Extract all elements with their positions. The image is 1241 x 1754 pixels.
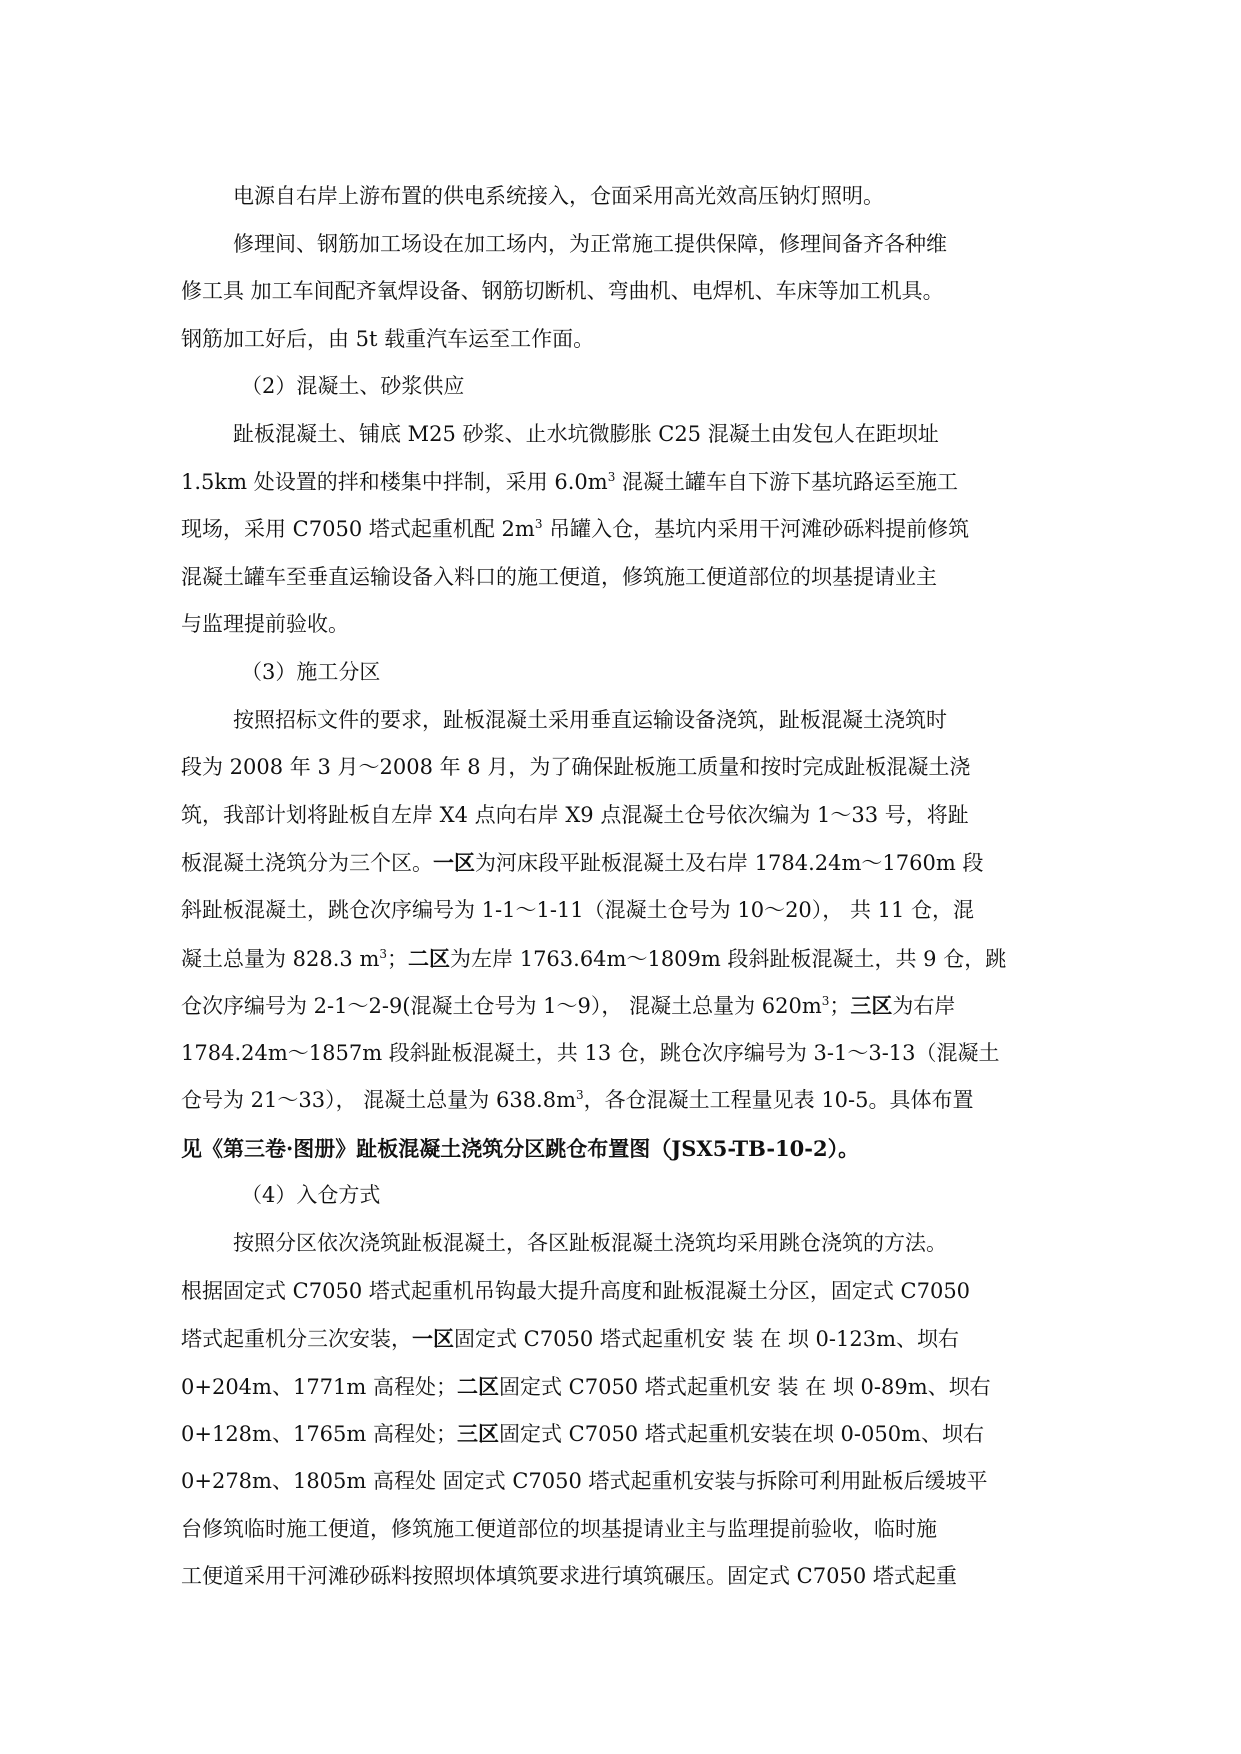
text-segment: 固定式 C7050 塔式起重机安 装 在 坝 0-89m、坝右 [498, 1374, 991, 1399]
section-heading [181, 1172, 1106, 1220]
text-segment: ； [387, 946, 409, 971]
text-segment: （4）入仓方式 [241, 1183, 381, 1208]
text-segment: 仓号为 21～33）， 混凝土总量为 638.8m [181, 1088, 576, 1113]
text-line [181, 1315, 1106, 1363]
text-segment: 混凝土罐车至垂直运输设备入料口的施工便道，修筑施工便道部位的坝基提请业主 [181, 564, 937, 589]
text-line [181, 268, 1106, 316]
text-line [181, 316, 1106, 364]
text-segment: 台修筑临时施工便道，修筑施工便道部位的坝基提请业主与监理提前验收，临时施 [181, 1516, 937, 1541]
text-line [181, 839, 1106, 887]
text-line [181, 1553, 1106, 1601]
text-segment: 按照分区依次浇筑趾板混凝土，各区趾板混凝土浇筑均采用跳仓浇筑的方法。 [233, 1231, 947, 1256]
text-segment: 按照招标文件的要求，趾板混凝土采用垂直运输设备浇筑，趾板混凝土浇筑时 [233, 707, 947, 732]
text-segment: 段为 2008 年 3 月～2008 年 8 月，为了确保趾板施工质量和按时完成趾板混凝土浇 [181, 755, 971, 780]
text-segment: 与监理提前验收。 [181, 612, 349, 637]
text-line [181, 1363, 1106, 1411]
bold-text: 二区 [408, 945, 451, 971]
text-line [181, 459, 1106, 507]
superscript: 3 [821, 994, 830, 1009]
section-heading [181, 363, 1106, 411]
text-line [181, 1220, 1106, 1268]
text-segment: 为左岸 1763.64m～1809m 段斜趾板混凝土，共 9 仓，跳 [450, 946, 1007, 971]
body-text [181, 173, 1106, 1601]
text-line [181, 601, 1106, 649]
text-segment: 仓次序编号为 2-1～2-9(混凝土仓号为 1～9）， 混凝土总量为 620m [181, 994, 822, 1019]
text-segment: 板混凝土浇筑分为三个区。 [181, 851, 433, 876]
text-line [181, 221, 1106, 269]
text-segment: 固定式 C7050 塔式起重机安 装 在 坝 0-123m、坝右 [454, 1327, 960, 1352]
text-segment: 0+278m、1805m 高程处 固定式 C7050 塔式起重机安装与拆除可利用趾板后缓坡平 [181, 1469, 988, 1494]
text-segment: ，各仓混凝土工程量见表 10-5。具体布置 [583, 1088, 974, 1113]
text-line [181, 554, 1106, 602]
text-line [181, 697, 1106, 745]
bold-text: 见《第三卷·图册》趾板混凝土浇筑分区跳仓布置图（JSX5-TB-10-2）。 [181, 1135, 860, 1161]
text-line [181, 1125, 1106, 1173]
text-segment: 修工具 加工车间配齐氧焊设备、钢筋切断机、弯曲机、电焊机、车床等加工机具。 [181, 279, 944, 304]
text-segment: 混凝土罐车自下游下基坑路运至施工 [615, 469, 959, 494]
text-line [181, 411, 1106, 459]
bold-text: 一区 [433, 850, 475, 876]
text-line [181, 935, 1106, 983]
text-segment: 塔式起重机分三次安装， [181, 1327, 412, 1352]
text-segment: 固定式 C7050 塔式起重机安装在坝 0-050m、坝右 [498, 1422, 984, 1447]
text-line [181, 1077, 1106, 1125]
bold-text: 二区 [456, 1373, 499, 1399]
text-segment: ； [829, 994, 851, 1019]
text-segment: 1.5km 处设置的拌和楼集中拌制，采用 6.0m [181, 469, 608, 494]
text-line [181, 1268, 1106, 1316]
text-segment: 为右岸 [892, 994, 956, 1019]
bold-text: 三区 [850, 993, 893, 1019]
text-line [181, 1458, 1106, 1506]
text-line [181, 1506, 1106, 1554]
bold-text: 三区 [456, 1421, 499, 1447]
text-line [181, 1030, 1106, 1078]
bold-text: 一区 [412, 1326, 454, 1352]
text-segment: 现场，采用 C7050 塔式起重机配 2m [181, 517, 535, 542]
superscript: 3 [534, 517, 543, 532]
text-segment: 趾板混凝土、铺底 M25 砂浆、止水坑微膨胀 C25 混凝土由发包人在距坝址 [233, 421, 939, 446]
text-line [181, 887, 1106, 935]
text-line [181, 792, 1106, 840]
text-line [181, 744, 1106, 792]
text-segment: 根据固定式 C7050 塔式起重机吊钩最大提升高度和趾板混凝土分区，固定式 C7050 [181, 1278, 971, 1303]
text-segment: 0+128m、1765m 高程处； [181, 1422, 457, 1447]
text-segment: 凝土总量为 828.3 m [181, 946, 380, 971]
text-line [181, 982, 1106, 1030]
text-segment: 吊罐入仓，基坑内采用干河滩砂砾料提前修筑 [542, 517, 970, 542]
text-segment: 钢筋加工好后，由 5t 载重汽车运至工作面。 [181, 326, 595, 351]
text-segment: 0+204m、1771m 高程处； [181, 1374, 457, 1399]
superscript: 3 [576, 1088, 584, 1103]
text-segment: 筑，我部计划将趾板自左岸 X4 点向右岸 X9 点混凝土仓号依次编为 1～33 号，将趾 [181, 802, 969, 827]
text-segment: （3）施工分区 [241, 659, 381, 684]
text-segment: 修理间、钢筋加工场设在加工场内，为正常施工提供保障，修理间备齐各种维 [233, 231, 947, 256]
section-heading [181, 649, 1106, 697]
text-line [181, 173, 1106, 221]
text-segment: 为河床段平趾板混凝土及右岸 1784.24m～1760m 段 [475, 851, 984, 876]
text-segment: 1784.24m～1857m 段斜趾板混凝土，共 13 仓，跳仓次序编号为 3-1～3-13（混凝土 [181, 1040, 1000, 1065]
text-segment: 工便道采用干河滩砂砾料按照坝体填筑要求进行填筑碾压。固定式 C7050 塔式起重 [181, 1564, 957, 1589]
text-segment: （2）混凝土、砂浆供应 [241, 374, 465, 399]
text-segment: 斜趾板混凝土，跳仓次序编号为 1-1～1-11（混凝土仓号为 10～20）， 共 11 仓，混 [181, 897, 975, 922]
superscript: 3 [607, 469, 616, 484]
text-line [181, 1410, 1106, 1458]
text-segment: 电源自右岸上游布置的供电系统接入，仓面采用高光效高压钠灯照明。 [233, 184, 884, 208]
text-line [181, 506, 1106, 554]
superscript: 3 [379, 946, 388, 961]
